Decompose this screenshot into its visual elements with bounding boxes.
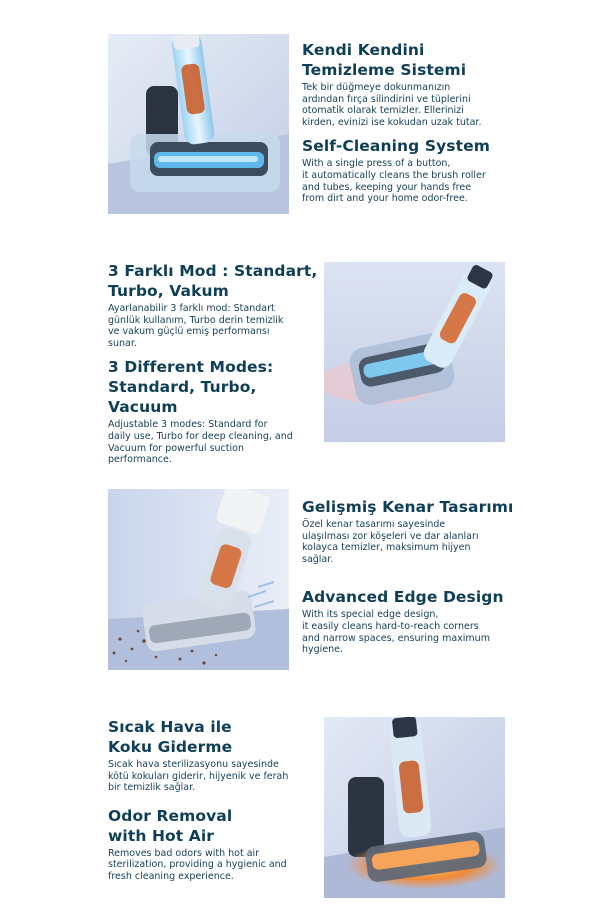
product-image-self-cleaning <box>108 34 289 214</box>
heading-tr: Sıcak Hava ile Koku Giderme <box>108 718 233 756</box>
heading-en: 3 Different Modes: Standard, Turbo, Vacuum <box>108 358 274 417</box>
heading-tr: Gelişmiş Kenar Tasarımı <box>302 498 514 516</box>
heading-tr: 3 Farklı Mod : Standart, Turbo, Vakum <box>108 262 318 300</box>
text-block-edge-design <box>302 497 602 656</box>
product-image-edge-design <box>108 489 289 670</box>
text-block-self-cleaning <box>302 40 602 205</box>
description-tr: Ayarlanabilir 3 farklı mod: Standart günlük kullanım, Turbo derin temizlik ve vakum güçlü emiş performansı sunar. <box>108 303 284 349</box>
text-block-odor-removal <box>108 717 318 883</box>
description-en: Removes bad odors with hot air sterilization, providing a hygienic and fresh cleaning experience. <box>108 847 287 882</box>
text-block-three-modes <box>108 261 318 466</box>
description-en: With its special edge design, it easily cleans hard-to-reach corners and narrow spaces, ensuring maximum hygiene. <box>302 609 490 656</box>
heading-en: Advanced Edge Design <box>302 588 504 607</box>
product-image-three-modes <box>324 262 505 442</box>
description-en: With a single press of a button, it automatically cleans the brush roller and tubes, keeping your hands free from dirt and your home odor-free. <box>302 158 486 205</box>
description-tr: Özel kenar tasarımı sayesinde ulaşılması zor köşeleri ve dar alanları kolayca temizler, maksimum hijyen sağlar. <box>302 519 479 565</box>
heading-en: Self-Cleaning System <box>302 137 490 156</box>
description-tr: Tek bir düğmeye dokunmanızın ardından fırça silindirini ve tüplerini otomatik olarak temizler. Ellerinizi kirden, evinizi ise kokudan uzak tutar. <box>302 82 482 128</box>
heading-tr: Kendi Kendini Temizleme Sistemi <box>302 41 467 79</box>
description-tr: Sıcak hava sterilizasyonu sayesinde kötü kokuları giderir, hijyenik ve ferah bir temizlik sağlar. <box>108 759 289 794</box>
heading-en: Odor Removal with Hot Air <box>108 806 233 845</box>
product-image-odor-removal <box>324 717 505 898</box>
description-en: Adjustable 3 modes: Standard for daily use, Turbo for deep cleaning, and Vacuum for powerful suction performance. <box>108 419 293 466</box>
